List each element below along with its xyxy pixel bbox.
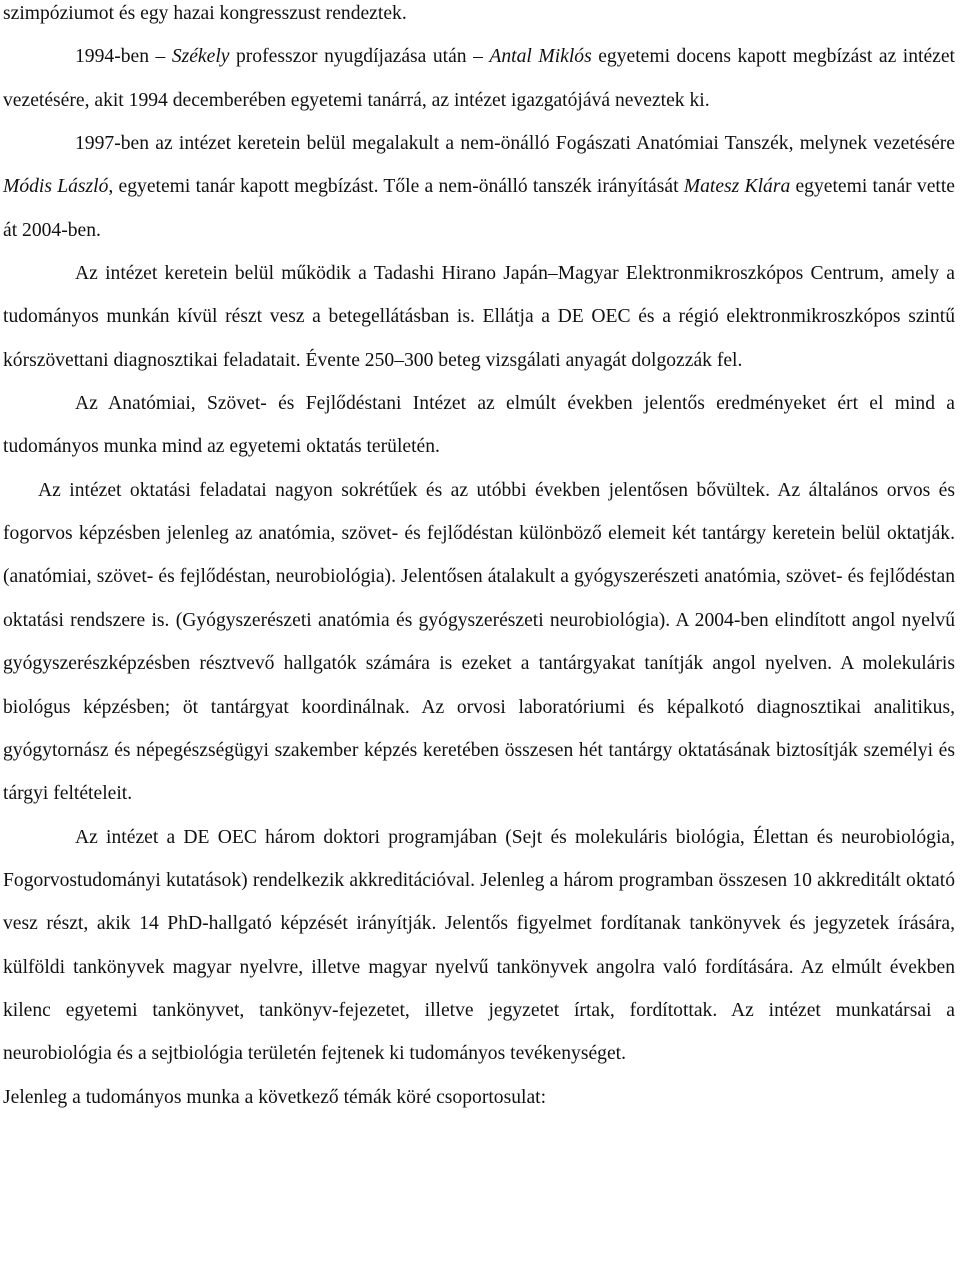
paragraph-teaching: [3, 469, 955, 816]
paragraph-1997-dental-department: [3, 122, 955, 252]
text-run: Az Anatómiai, Szövet- és Fejlődéstani Intézet az elmúlt években jelentős eredményeket ért el mind a tudományos munka mind az egyetemi oktatás területén.: [3, 393, 955, 458]
person-name-antal-miklos: Antal Miklós: [489, 46, 592, 68]
text-run: Jelenleg a tudományos munka a következő témák köré csoportosulat:: [3, 1086, 547, 1108]
text-run: Az intézet keretein belül működik a Tadashi Hirano Japán–Magyar Elektronmikroszkópos Centrum, amely a tudományos munkán kívül részt vesz a betegellátásban is. Ellátja a DE OEC és a régió elektronmikroszkópos szintű kórszövettani diagnosztikai feladatait. Évente 250–300 beteg vizsgálati anyagát dolgozzák fel.: [3, 263, 955, 371]
text-run: egyetemi tanár vette át 2004-ben.: [3, 176, 955, 241]
text-run: 1997-ben az intézet keretein belül megalakult a nem-önálló Fogászati Anatómiai Tanszék, melynek vezetésére: [75, 133, 955, 155]
text-run: professzor nyugdíjazása után –: [229, 46, 490, 68]
text-run: egyetemi docens kapott megbízást az intézet vezetésére, akit 1994 decemberében egyetemi tanárrá, az intézet igazgatójává neveztek ki.: [3, 46, 955, 111]
text-run: , egyetemi tanár kapott megbízást. Tőle a nem-önálló tanszék irányítását: [108, 176, 684, 198]
text-run: szimpóziumot és egy hazai kongresszust rendeztek.: [3, 3, 407, 24]
paragraph-em-centre: [3, 252, 955, 382]
person-name-szekely: Székely: [171, 46, 230, 68]
person-name-matesz-klara: Matesz Klára: [683, 176, 791, 198]
paragraph-1994-leadership: [3, 35, 955, 122]
person-name-modis-laszlo: Módis László: [3, 176, 109, 198]
paragraph-symposium-line: [3, 0, 955, 35]
paragraph-research-topics-intro: [3, 1076, 955, 1119]
document-page: [3, 0, 955, 1119]
text-run: Az intézet oktatási feladatai nagyon sokrétűek és az utóbbi években jelentősen bővültek. Az általános orvos és fogorvos képzésben jelenleg az anatómia, szövet- és fejlődéstan különböző elemeit két tantárgy keretein belül oktatják. (anatómiai, szövet- és fejlődéstan, neurobiológia). Jelentősen átalakult a gyógyszerészeti anatómia, szövet- és fejlődéstan oktatási rendszere is. (Gyógyszerészeti anatómia és gyógyszerészeti neurobiológia). A 2004-ben elindított angol nyelvű gyógyszerészképzésben résztvevő hallgatók számára is ezeket a tantárgyakat tanítják angol nyelven. A molekuláris biológus képzésben; öt tantárgyat koordinálnak. Az orvosi laboratóriumi és képalkotó diagnosztikai analitikus, gyógytornász és népegészségügyi szakember képzés keretében összesen hét tantárgy oktatásának biztosítják személyi és tárgyi feltételeit.: [3, 479, 955, 805]
text-run: 1994-ben –: [75, 46, 172, 68]
paragraph-achievements: [3, 382, 955, 469]
paragraph-doctoral-programs: [3, 816, 955, 1076]
text-run: Az intézet a DE OEC három doktori programjában (Sejt és molekuláris biológia, Élettan és neurobiológia, Fogorvostudományi kutatások) rendelkezik akkreditációval. Jelenleg a három programban összesen 10 akkreditált oktató vesz részt, akik 14 PhD-hallgató képzését irányítják. Jelentős figyelmet fordítanak tankönyvek és jegyzetek írására, külföldi tankönyvek magyar nyelvre, illetve magyar nyelvű tankönyvek angolra való fordítására. Az elmúlt években kilenc egyetemi tankönyvet, tankönyv-fejezetet, illetve jegyzetet írtak, fordítottak. Az intézet munkatársai a neurobiológia és a sejtbiológia területén fejtenek ki tudományos tevékenységet.: [3, 826, 955, 1065]
